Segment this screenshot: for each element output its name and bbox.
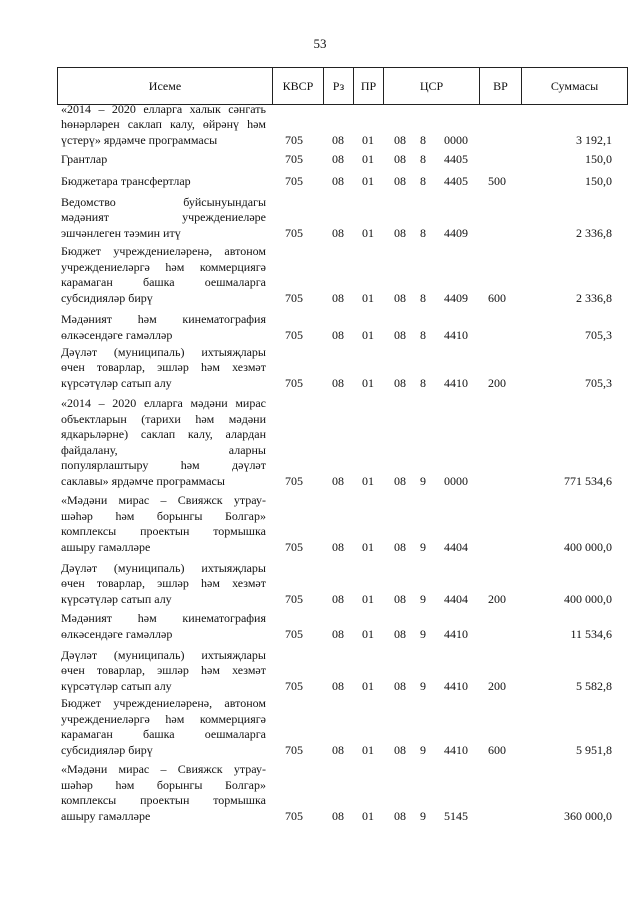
row-kvsr: 705 xyxy=(285,473,303,488)
table-header xyxy=(57,67,628,105)
row-csr-direction: 4409 xyxy=(444,225,468,240)
row-name-line: Грантлар xyxy=(61,151,108,166)
table-row xyxy=(57,174,628,190)
row-csr-direction: 4410 xyxy=(444,678,468,693)
row-name-line: ашыру гамәлләре xyxy=(61,539,151,554)
row-pr: 01 xyxy=(362,290,374,305)
row-sum: 5 582,8 xyxy=(576,678,612,693)
row-rz: 08 xyxy=(332,132,344,147)
row-kvsr: 705 xyxy=(285,327,303,342)
table-row xyxy=(57,762,628,824)
row-name-line: «Мәдәни мирас – Свияжск утрау- xyxy=(61,493,266,507)
row-name xyxy=(61,696,266,758)
row-sum: 150,0 xyxy=(585,151,612,166)
table-row xyxy=(57,648,628,695)
header-name: Исеме xyxy=(58,68,273,104)
row-csr-program: 08 xyxy=(394,742,406,757)
row-kvsr: 705 xyxy=(285,808,303,823)
row-pr: 01 xyxy=(362,473,374,488)
table-row xyxy=(57,561,628,608)
row-kvsr: 705 xyxy=(285,539,303,554)
row-vr: 200 xyxy=(488,678,506,693)
row-kvsr: 705 xyxy=(285,591,303,606)
row-rz: 08 xyxy=(332,151,344,166)
row-sum: 400 000,0 xyxy=(564,591,612,606)
row-csr-program: 08 xyxy=(394,626,406,641)
row-name-line: күрсәтүләр сатып алу xyxy=(61,591,172,606)
row-name-line: өлкәсендәге гамәлләр xyxy=(61,327,173,342)
row-kvsr: 705 xyxy=(285,290,303,305)
row-vr: 200 xyxy=(488,591,506,606)
row-name-line: Бюджет учреждениеләренә, автоном xyxy=(61,696,266,710)
row-name xyxy=(61,611,266,642)
row-name-line: Мәдәният һәм кинематография xyxy=(61,611,266,625)
row-csr-direction: 4410 xyxy=(444,626,468,641)
row-name-line: комплексы проектын тормышка xyxy=(61,793,266,807)
row-name-line: карамаган башка оешмаларга xyxy=(61,275,266,289)
row-vr: 600 xyxy=(488,290,506,305)
row-name xyxy=(61,396,266,489)
row-kvsr: 705 xyxy=(285,132,303,147)
row-kvsr: 705 xyxy=(285,626,303,641)
row-name-line: субсидияләр бирү xyxy=(61,290,153,305)
row-vr: 600 xyxy=(488,742,506,757)
row-name-line: шәһәр һәм борынгы Болгар» xyxy=(61,508,266,523)
row-name xyxy=(61,648,266,695)
row-name xyxy=(61,762,266,824)
table-row xyxy=(57,696,628,758)
row-name xyxy=(61,102,266,149)
row-name-line: шәһәр һәм борынгы Болгар» xyxy=(61,777,266,792)
row-csr-direction: 4410 xyxy=(444,327,468,342)
row-name-line: мәдәният учреждениеләре xyxy=(61,210,266,224)
row-sum: 11 534,6 xyxy=(570,626,612,641)
row-name xyxy=(61,244,266,306)
row-name-line: популярлаштыру һәм дәүләт xyxy=(61,458,266,472)
row-kvsr: 705 xyxy=(285,225,303,240)
row-name-line: карамаган башка оешмаларга xyxy=(61,727,266,741)
row-kvsr: 705 xyxy=(285,742,303,757)
row-rz: 08 xyxy=(332,626,344,641)
row-name xyxy=(61,174,266,190)
row-csr-program: 08 xyxy=(394,225,406,240)
row-name xyxy=(61,493,266,555)
row-csr-direction: 4404 xyxy=(444,539,468,554)
row-name-line: «2014 – 2020 елларга мәдәни мирас xyxy=(61,396,266,410)
row-csr-subprogram: 8 xyxy=(420,173,426,188)
row-csr-program: 08 xyxy=(394,473,406,488)
table-row xyxy=(57,493,628,555)
row-csr-direction: 4410 xyxy=(444,742,468,757)
row-rz: 08 xyxy=(332,591,344,606)
row-rz: 08 xyxy=(332,173,344,188)
row-name-line: комплексы проектын тормышка xyxy=(61,524,266,538)
page-number: 53 xyxy=(313,36,327,51)
row-pr: 01 xyxy=(362,173,374,188)
row-name-line: күрсәтүләр сатып алу xyxy=(61,678,172,693)
row-name xyxy=(61,312,266,343)
row-name-line: Бюджет учреждениеләренә, автоном xyxy=(61,244,266,258)
row-sum: 5 951,8 xyxy=(576,742,612,757)
row-rz: 08 xyxy=(332,539,344,554)
row-name-line: Дәүләт (муниципаль) ихтыяҗлары xyxy=(61,344,266,359)
row-csr-subprogram: 8 xyxy=(420,151,426,166)
row-name-line: эшчәнлеген тәэмин итү xyxy=(61,225,181,240)
row-csr-subprogram: 9 xyxy=(420,473,426,488)
row-csr-subprogram: 9 xyxy=(420,539,426,554)
row-csr-direction: 4404 xyxy=(444,591,468,606)
row-name-line: учреждениеләргә һәм коммерциягә xyxy=(61,259,266,274)
row-name-line: өлкәсендәге гамәлләр xyxy=(61,626,173,641)
row-sum: 2 336,8 xyxy=(576,290,612,305)
row-name-line: саклавы» ярдәмче программасы xyxy=(61,473,225,488)
row-pr: 01 xyxy=(362,225,374,240)
row-name xyxy=(61,345,266,392)
row-kvsr: 705 xyxy=(285,173,303,188)
row-name-line: объектларын (тарихи һәм мәдәни xyxy=(61,411,266,426)
row-csr-subprogram: 8 xyxy=(420,132,426,147)
row-sum: 400 000,0 xyxy=(564,539,612,554)
row-pr: 01 xyxy=(362,591,374,606)
row-csr-subprogram: 9 xyxy=(420,742,426,757)
row-rz: 08 xyxy=(332,327,344,342)
row-name-line: үстерү» ярдәмче программасы xyxy=(61,132,218,147)
row-pr: 01 xyxy=(362,327,374,342)
table-row xyxy=(57,611,628,642)
row-csr-program: 08 xyxy=(394,808,406,823)
row-name-line: Дәүләт (муниципаль) ихтыяҗлары xyxy=(61,560,266,575)
row-name-line: «2014 – 2020 елларга халык сәнгать xyxy=(61,101,266,116)
table-row xyxy=(57,102,628,149)
row-sum: 3 192,1 xyxy=(576,132,612,147)
row-kvsr: 705 xyxy=(285,375,303,390)
row-pr: 01 xyxy=(362,742,374,757)
row-name-line: «Мәдәни мирас – Свияжск утрау- xyxy=(61,762,266,776)
row-pr: 01 xyxy=(362,151,374,166)
row-name-line: ашыру гамәлләре xyxy=(61,808,151,823)
row-kvsr: 705 xyxy=(285,678,303,693)
row-csr-program: 08 xyxy=(394,375,406,390)
header-vr: ВР xyxy=(480,68,522,104)
row-csr-direction: 4405 xyxy=(444,151,468,166)
row-csr-program: 08 xyxy=(394,132,406,147)
row-csr-direction: 4410 xyxy=(444,375,468,390)
row-csr-subprogram: 9 xyxy=(420,626,426,641)
row-rz: 08 xyxy=(332,678,344,693)
row-vr: 200 xyxy=(488,375,506,390)
row-csr-direction: 0000 xyxy=(444,132,468,147)
row-csr-subprogram: 9 xyxy=(420,678,426,693)
row-vr: 500 xyxy=(488,173,506,188)
row-pr: 01 xyxy=(362,539,374,554)
row-csr-subprogram: 8 xyxy=(420,375,426,390)
row-name-line: учреждениеләргә һәм коммерциягә xyxy=(61,711,266,726)
row-csr-subprogram: 8 xyxy=(420,225,426,240)
header-pr: ПР xyxy=(354,68,384,104)
row-csr-program: 08 xyxy=(394,591,406,606)
row-sum: 360 000,0 xyxy=(564,808,612,823)
row-name xyxy=(61,561,266,608)
row-name-line: субсидияләр бирү xyxy=(61,742,153,757)
row-name-line: Бюджетара трансфертлар xyxy=(61,173,191,188)
row-csr-subprogram: 9 xyxy=(420,808,426,823)
row-name-line: өчен товарлар, эшләр һәм хезмәт xyxy=(61,663,266,677)
row-pr: 01 xyxy=(362,626,374,641)
row-name-line: ядкарьләрне) саклап калу, алардан xyxy=(61,427,266,441)
row-name xyxy=(61,152,266,168)
table-row xyxy=(57,244,628,306)
table-row xyxy=(57,152,628,168)
row-csr-direction: 4409 xyxy=(444,290,468,305)
row-csr-subprogram: 9 xyxy=(420,591,426,606)
row-rz: 08 xyxy=(332,225,344,240)
row-csr-direction: 4405 xyxy=(444,173,468,188)
row-name-line: Мәдәният һәм кинематография xyxy=(61,312,266,326)
row-sum: 705,3 xyxy=(585,327,612,342)
row-rz: 08 xyxy=(332,742,344,757)
row-csr-program: 08 xyxy=(394,173,406,188)
row-csr-program: 08 xyxy=(394,151,406,166)
table-row xyxy=(57,396,628,489)
row-sum: 2 336,8 xyxy=(576,225,612,240)
row-csr-subprogram: 8 xyxy=(420,290,426,305)
row-rz: 08 xyxy=(332,375,344,390)
row-sum: 150,0 xyxy=(585,173,612,188)
row-rz: 08 xyxy=(332,808,344,823)
row-csr-program: 08 xyxy=(394,678,406,693)
row-name-line: Дәүләт (муниципаль) ихтыяҗлары xyxy=(61,647,266,662)
row-sum: 771 534,6 xyxy=(564,473,612,488)
row-rz: 08 xyxy=(332,473,344,488)
header-csr: ЦСР xyxy=(384,68,480,104)
row-csr-subprogram: 8 xyxy=(420,327,426,342)
row-kvsr: 705 xyxy=(285,151,303,166)
row-sum: 705,3 xyxy=(585,375,612,390)
row-pr: 01 xyxy=(362,375,374,390)
row-name-line: өчен товарлар, эшләр һәм хезмәт xyxy=(61,576,266,590)
row-name-line: һөнәрләрен саклап калу, өйрәнү һәм xyxy=(61,117,266,131)
row-name-line: Ведомство буйсынуындагы xyxy=(61,194,266,209)
table-row xyxy=(57,312,628,343)
row-name-line: файдалану, аларны xyxy=(61,442,266,457)
table-row xyxy=(57,345,628,392)
header-kvsr: КВСР xyxy=(273,68,324,104)
row-pr: 01 xyxy=(362,678,374,693)
header-sum: Суммасы xyxy=(550,79,599,93)
row-pr: 01 xyxy=(362,132,374,147)
table-row xyxy=(57,195,628,242)
header-rz: Рз xyxy=(324,68,354,104)
row-rz: 08 xyxy=(332,290,344,305)
row-csr-direction: 5145 xyxy=(444,808,468,823)
row-pr: 01 xyxy=(362,808,374,823)
row-csr-direction: 0000 xyxy=(444,473,468,488)
row-name-line: өчен товарлар, эшләр һәм хезмәт xyxy=(61,360,266,374)
row-csr-program: 08 xyxy=(394,327,406,342)
row-csr-program: 08 xyxy=(394,539,406,554)
row-name xyxy=(61,195,266,242)
row-csr-program: 08 xyxy=(394,290,406,305)
row-name-line: күрсәтүләр сатып алу xyxy=(61,375,172,390)
